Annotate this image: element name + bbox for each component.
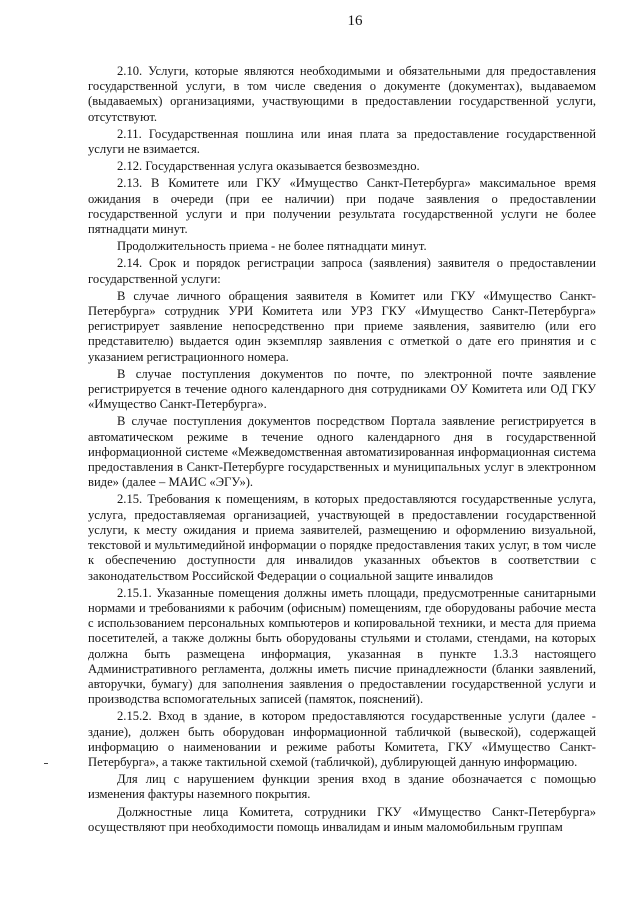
margin-mark <box>44 763 48 764</box>
page-number: 16 <box>347 13 363 29</box>
paragraph-2-11: 2.11. Государственная пошлина или иная плата за предоставление государственной услуги не взимается. <box>88 126 596 157</box>
paragraph-2-14: 2.14. Срок и порядок регистрации запроса (заявления) заявителя о предоставлении государственной услуги: <box>88 256 596 286</box>
document-body <box>88 64 596 835</box>
paragraph-reception-duration: Продолжительность приема - не более пятнадцати минут. <box>117 239 427 254</box>
paragraph-2-15: 2.15. Требования к помещениям, в которых предоставляются государственные услуга, услуга, предоставляемая организацией, участвующей в предоставлении государственной услуги, к месту ожидания и приема заявителей, размещению и оформлению визуальной, текстовой и мультимедийной информации о порядке предоставления таких услуг, в том числе к обеспечению доступности для инвалидов указанных объектов в соответствии с законодательством Российской Федерации о социальной защите инвалидов <box>88 492 596 583</box>
paragraph-portal-receipt: В случае поступления документов посредством Портала заявление регистрируется в автоматическом режиме в течение одного календарного дня в государственной информационной системе «Межведомственная автоматизированная информационная система предоставления в Санкт-Петербурге государственных и муниципальных услуг в электронном виде» (далее – МАИС «ЭГУ»). <box>88 414 596 490</box>
paragraph-personal-appeal: В случае личного обращения заявителя в Комитет или ГКУ «Имущество Санкт-Петербурга» сотрудник УРИ Комитета или УРЗ ГКУ «Имущество Санкт-Петербурга» регистрирует заявление непосредственно при приеме заявления, заявителю (или его представителю) выдается один экземпляр заявления с отметкой о дате его принятия и с указанием регистрационного номера. <box>88 288 596 364</box>
paragraph-officials-assistance: Должностные лица Комитета, сотрудники ГКУ «Имущество Санкт-Петербурга» осуществляют при необходимости помощь инвалидам и иным маломобильным группам <box>88 804 596 834</box>
paragraph-postal-receipt: В случае поступления документов по почте, по электронной почте заявление регистрируется в течение одного календарного дня сотрудниками ОУ Комитета или ОД ГКУ «Имущество Санкт-Петербурга». <box>88 366 596 412</box>
paragraph-vision-impaired: Для лиц с нарушением функции зрения вход в здание обозначается с помощью изменения фактуры наземного покрытия. <box>88 772 596 802</box>
paragraph-2-13: 2.13. В Комитете или ГКУ «Имущество Санкт-Петербурга» максимальное время ожидания в очереди (при ее наличии) при подаче заявления о предоставлении государственной услуги и при получении результата государственной услуги не более пятнадцати минут. <box>88 176 596 237</box>
paragraph-2-15-2: 2.15.2. Вход в здание, в котором предоставляются государственные услуги (далее - здание), должен быть оборудован информационной табличкой (вывеской), содержащей информацию о наименовании и режиме работы Комитета, ГКУ «Имущество Санкт-Петербурга», а также тактильной схемой (табличкой), дублирующей данную информацию. <box>88 709 596 769</box>
paragraph-2-12: 2.12. Государственная услуга оказывается безвозмездно. <box>117 159 420 174</box>
paragraph-2-10: 2.10. Услуги, которые являются необходимыми и обязательными для предоставления государственной услуги, в том числе сведения о документе (документах), выдаваемом (выдаваемых) организациями, участвующими в предоставлении государственной услуги, отсутствуют. <box>88 64 596 124</box>
paragraph-2-15-1: 2.15.1. Указанные помещения должны иметь площади, предусмотренные санитарными нормами и требованиями к рабочим (офисным) помещениям, где оборудованы рабочие места с использованием персональных компьютеров и копировальной техники, и места для приема посетителей, а также должны быть оборудованы стульями и столами, стендами, на которых должна быть размещена информация, указанная в пункте 1.3.3 настоящего Административного регламента, должны иметь писчие принадлежности (бланки заявлений, авторучки, бумагу) для заполнения заявления о предоставлении государственной услуги и производства вспомогательных записей (памяток, пояснений). <box>88 585 596 707</box>
